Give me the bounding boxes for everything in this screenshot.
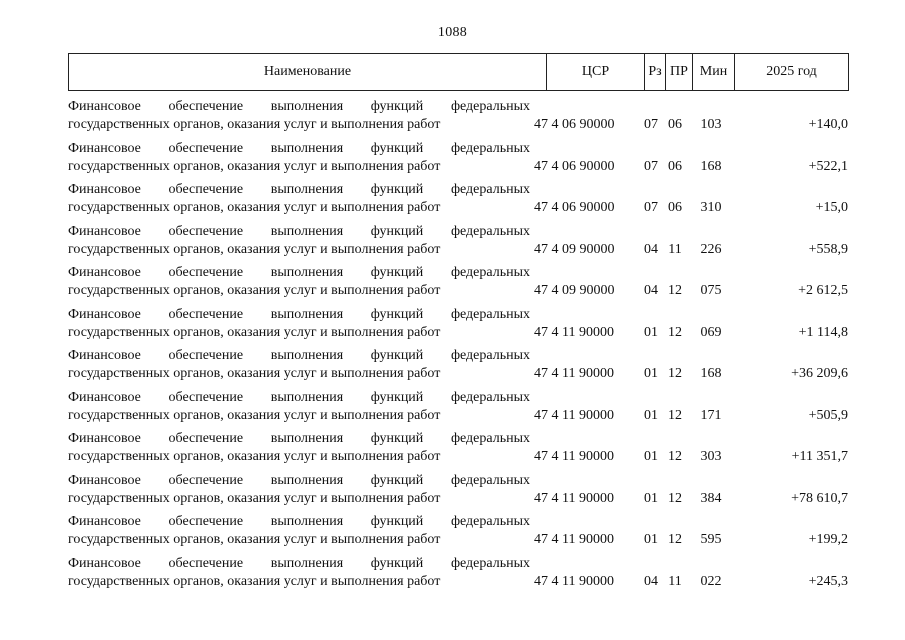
row-rz: 04 [644,573,658,589]
row-name-line1: Финансовое обеспечение выполнения функций федеральных [68,223,530,239]
row-name [68,306,530,342]
row-csr: 47 4 11 90000 [534,490,614,506]
row-name-line2: государственных органов, оказания услуг и выполнения работ [68,407,441,423]
header-csr: ЦСР [547,54,645,90]
row-min: 069 [700,324,722,340]
row-csr: 47 4 09 90000 [534,283,615,298]
row-value: +1 114,8 [798,324,848,340]
row-name-line1: Финансовое обеспечение выполнения функций федеральных [68,182,530,197]
row-min: 595 [700,532,722,547]
row-value: +522,1 [808,158,848,174]
row-name-line1: Финансовое обеспечение выполнения функций федеральных [68,472,530,488]
row-pr: 12 [668,324,682,340]
row-min: 226 [700,241,722,257]
row-pr: 12 [668,283,682,298]
table-row [68,555,849,597]
header-rz: Рз [645,54,666,90]
row-pr: 06 [668,158,682,174]
row-csr: 47 4 09 90000 [534,241,615,257]
row-csr: 47 4 06 90000 [534,117,615,132]
table-row [68,513,849,555]
row-min: 168 [700,366,722,381]
table-row [68,306,849,348]
row-pr: 06 [668,200,682,215]
row-name-line2: государственных органов, оказания услуг и выполнения работ [68,158,441,174]
row-min: 103 [700,117,722,132]
row-name-line1: Финансовое обеспечение выполнения функций федеральных [68,265,530,280]
row-name-line1: Финансовое обеспечение выполнения функций федеральных [68,389,530,405]
row-name [68,513,530,549]
row-rz: 01 [644,324,658,340]
row-name-line1: Финансовое обеспечение выполнения функций федеральных [68,140,530,156]
row-name-line2: государственных органов, оказания услуг и выполнения работ [68,283,441,298]
row-name-line2: государственных органов, оказания услуг и выполнения работ [68,490,441,506]
row-rz: 01 [644,532,658,547]
table-row [68,472,849,514]
row-rz: 01 [644,490,658,506]
row-csr: 47 4 11 90000 [534,449,614,464]
row-name [68,347,530,383]
row-csr: 47 4 11 90000 [534,532,614,547]
row-min: 022 [700,573,722,589]
row-name-line2: государственных органов, оказания услуг и выполнения работ [68,117,441,132]
row-min: 384 [700,490,722,506]
row-value: +558,9 [808,241,848,257]
row-name-line2: государственных органов, оказания услуг и выполнения работ [68,449,441,464]
row-csr: 47 4 06 90000 [534,200,615,215]
table-row [68,347,849,389]
page-number: 1088 [437,25,468,40]
row-name-line1: Финансовое обеспечение выполнения функций федеральных [68,306,530,322]
row-value: +199,2 [808,532,848,547]
row-name-line1: Финансовое обеспечение выполнения функций федеральных [68,555,530,571]
row-rz: 01 [644,449,658,464]
row-name [68,389,530,425]
row-rz: 01 [644,366,658,381]
header-year: 2025 год [766,64,817,79]
row-rz: 07 [644,200,658,215]
table-row [68,98,849,140]
row-pr: 11 [668,241,682,257]
table-row [68,223,849,265]
header-min: Мин [693,54,735,90]
row-name-line1: Финансовое обеспечение выполнения функций федеральных [68,99,530,114]
table-row [68,389,849,431]
row-name-line2: государственных органов, оказания услуг и выполнения работ [68,366,441,381]
row-rz: 07 [644,158,658,174]
row-pr: 12 [668,449,682,464]
row-rz: 01 [644,407,658,423]
row-name [68,140,530,176]
row-min: 168 [700,158,722,174]
row-name-line2: государственных органов, оказания услуг и выполнения работ [68,241,441,257]
row-value: +2 612,5 [798,283,848,298]
row-pr: 12 [668,407,682,423]
header-name: Наименование [69,54,547,90]
row-name [68,264,530,300]
table-row [68,140,849,182]
row-value: +78 610,7 [791,490,848,506]
row-name-line2: государственных органов, оказания услуг и выполнения работ [68,324,441,340]
row-csr: 47 4 06 90000 [534,158,615,174]
row-name [68,181,530,217]
row-name-line2: государственных органов, оказания услуг и выполнения работ [68,532,441,547]
row-name [68,555,530,591]
table-header [68,53,849,91]
row-value: +245,3 [808,573,848,589]
row-value: +15,0 [815,200,848,215]
row-name [68,98,530,134]
row-name [68,430,530,466]
row-name-line2: государственных органов, оказания услуг и выполнения работ [68,573,441,589]
row-pr: 11 [668,573,682,589]
row-csr: 47 4 11 90000 [534,324,614,340]
row-value: +140,0 [808,117,848,132]
row-value: +36 209,6 [791,366,848,381]
row-name-line1: Финансовое обеспечение выполнения функций федеральных [68,431,530,446]
row-csr: 47 4 11 90000 [534,407,614,423]
table-body [68,98,849,596]
row-name [68,223,530,259]
row-csr: 47 4 11 90000 [534,573,614,589]
row-pr: 12 [668,366,682,381]
row-min: 303 [700,449,722,464]
row-csr: 47 4 11 90000 [534,366,614,381]
row-rz: 04 [644,241,658,257]
header-pr: ПР [666,54,693,90]
row-value: +505,9 [808,407,848,423]
row-min: 310 [700,200,722,215]
table-row [68,430,849,472]
row-rz: 07 [644,117,658,132]
row-name-line1: Финансовое обеспечение выполнения функций федеральных [68,514,530,529]
row-pr: 06 [668,117,682,132]
row-name [68,472,530,508]
row-value: +11 351,7 [791,449,848,464]
row-pr: 12 [668,490,682,506]
row-min: 171 [700,407,722,423]
table-row [68,264,849,306]
row-name-line2: государственных органов, оказания услуг и выполнения работ [68,200,441,215]
row-pr: 12 [668,532,682,547]
row-rz: 04 [644,283,658,298]
table-row [68,181,849,223]
row-min: 075 [700,283,722,298]
row-name-line1: Финансовое обеспечение выполнения функций федеральных [68,348,530,363]
